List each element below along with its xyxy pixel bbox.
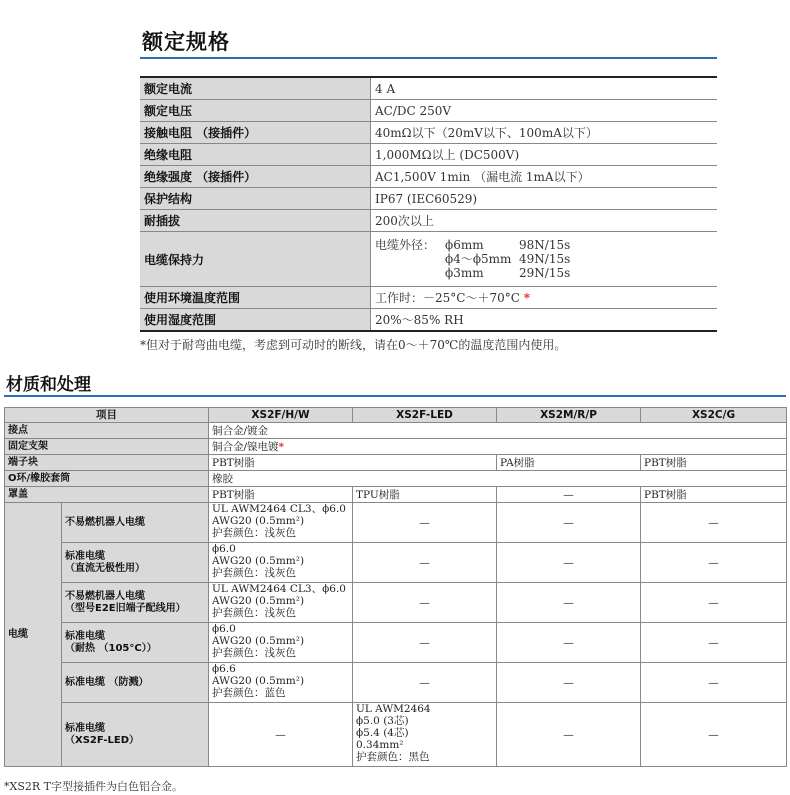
footnote-xs2r: *XS2R T字型接插件为白色铝合金。 — [4, 780, 183, 793]
retention-force: 29N/15s — [519, 266, 571, 280]
spec-row — [140, 100, 717, 122]
retention-force: 49N/15s — [519, 252, 571, 266]
cell: — — [353, 543, 497, 583]
table-row — [5, 455, 787, 471]
retention-diameter: ϕ6mm — [445, 238, 484, 252]
cell: ϕ6.0 AWG20 (0.5mm²) 护套颜色：浅灰色 — [209, 543, 353, 583]
section-title-ratings: 额定规格 — [142, 30, 230, 54]
spec-value: 1,000MΩ以上 (DC500V) — [371, 144, 718, 166]
spec-key: 额定电压 — [140, 100, 371, 122]
cell: PBT树脂 — [209, 487, 353, 503]
spec-value-retention — [371, 232, 718, 287]
spec-key: 接触电阻 （接插件） — [140, 122, 371, 144]
retention-diameter: ϕ4～ϕ5mm — [445, 252, 512, 266]
cell: TPU树脂 — [353, 487, 497, 503]
spec-value: AC/DC 250V — [371, 100, 718, 122]
retention-diameter: ϕ3mm — [445, 266, 484, 280]
spec-key: 使用湿度范围 — [140, 309, 371, 332]
cell: UL AWM2464 ϕ5.0 (3芯) ϕ5.4 (4芯) 0.34mm² 护套颜色：黑色 — [353, 703, 497, 767]
spec-row — [140, 188, 717, 210]
title-underline — [140, 57, 717, 59]
table-row — [5, 543, 787, 583]
cell: PBT树脂 — [641, 487, 787, 503]
cell: — — [353, 503, 497, 543]
table-row — [5, 471, 787, 487]
spec-key: 绝缘电阻 — [140, 144, 371, 166]
table-row — [5, 487, 787, 503]
cell: — — [641, 503, 787, 543]
retention-label: 电缆外径： — [375, 238, 436, 252]
col-header: XS2F/H/W — [209, 408, 353, 423]
table-row — [5, 703, 787, 767]
cell: — — [497, 583, 641, 623]
spec-value: 4 A — [371, 77, 718, 100]
row-key: 不易燃机器人电缆 （型号E2E旧端子配线用） — [62, 583, 209, 623]
cell: — — [209, 703, 353, 767]
col-header: XS2C/G — [641, 408, 787, 423]
cell: 橡胶 — [209, 471, 787, 487]
col-header-item: 项目 — [5, 408, 209, 423]
cell: — — [497, 703, 641, 767]
row-key: 标准电缆 （耐热 （105°C）） — [62, 623, 209, 663]
cell: — — [497, 623, 641, 663]
row-key: 接点 — [5, 423, 209, 439]
spec-value: 200次以上 — [371, 210, 718, 232]
spec-row — [140, 309, 717, 332]
spec-key: 使用环境温度范围 — [140, 287, 371, 309]
table-row — [5, 583, 787, 623]
cell: ϕ6.0 AWG20 (0.5mm²) 护套颜色：浅灰色 — [209, 623, 353, 663]
cell: — — [353, 623, 497, 663]
row-key: 端子块 — [5, 455, 209, 471]
cell: — — [353, 583, 497, 623]
spec-key: 保护结构 — [140, 188, 371, 210]
ratings-table — [140, 76, 717, 332]
col-header: XS2M/R/P — [497, 408, 641, 423]
section-title-materials: 材质和处理 — [6, 375, 91, 395]
table-row — [5, 503, 787, 543]
cell: PBT树脂 — [641, 455, 787, 471]
table-header-row — [5, 408, 787, 423]
cell: ϕ6.6 AWG20 (0.5mm²) 护套颜色：蓝色 — [209, 663, 353, 703]
cell: — — [641, 623, 787, 663]
spec-key: 额定电流 — [140, 77, 371, 100]
spec-key: 耐插拔 — [140, 210, 371, 232]
cell: — — [641, 663, 787, 703]
footnote-mark: * — [278, 440, 285, 453]
table-row — [5, 623, 787, 663]
spec-row — [140, 287, 717, 309]
table-row — [5, 663, 787, 703]
cell: — — [497, 487, 641, 503]
spec-row — [140, 77, 717, 100]
row-key: O环/橡胶套筒 — [5, 471, 209, 487]
cell — [209, 439, 787, 455]
spec-row — [140, 166, 717, 188]
row-key: 罩盖 — [5, 487, 209, 503]
cell: — — [353, 663, 497, 703]
spec-value — [371, 287, 718, 309]
cell: — — [641, 703, 787, 767]
table-row — [5, 423, 787, 439]
cell: — — [497, 543, 641, 583]
spec-key: 绝缘强度 （接插件） — [140, 166, 371, 188]
cell: PA树脂 — [497, 455, 641, 471]
temp-range: 工作时：－25°C～＋70°C — [375, 291, 520, 305]
title-underline — [4, 395, 786, 397]
row-key: 标准电缆 （XS2F-LED） — [62, 703, 209, 767]
cell: UL AWM2464 CL3、ϕ6.0 AWG20 (0.5mm²) 护套颜色：浅灰色 — [209, 503, 353, 543]
materials-table — [4, 407, 787, 767]
cell-text: 铜合金/镍电镀 — [212, 440, 279, 453]
cell: — — [497, 663, 641, 703]
cell: 铜合金/镀金 — [209, 423, 787, 439]
spec-value: 20%～85% RH — [371, 309, 718, 332]
row-key: 固定支架 — [5, 439, 209, 455]
footnote-temperature: *但对于耐弯曲电缆，考虑到可动时的断线，请在0～＋70℃的温度范围内使用。 — [140, 338, 567, 352]
cell: — — [641, 543, 787, 583]
cell: — — [641, 583, 787, 623]
spec-value: 40mΩ以下（20mV以下、100mA以下） — [371, 122, 718, 144]
spec-key: 电缆保持力 — [140, 232, 371, 287]
row-key: 标准电缆 （防溅） — [62, 663, 209, 703]
row-key: 不易燃机器人电缆 — [62, 503, 209, 543]
spec-row-retention — [140, 232, 717, 287]
retention-force: 98N/15s — [519, 238, 571, 252]
cell: — — [497, 503, 641, 543]
col-header: XS2F-LED — [353, 408, 497, 423]
spec-value: AC1,500V 1min （漏电流 1mA以下） — [371, 166, 718, 188]
spec-row — [140, 144, 717, 166]
spec-value: IP67 (IEC60529) — [371, 188, 718, 210]
footnote-mark: * — [523, 291, 531, 305]
spec-row — [140, 210, 717, 232]
row-key: 标准电缆 （直流无极性用） — [62, 543, 209, 583]
cell: UL AWM2464 CL3、ϕ6.0 AWG20 (0.5mm²) 护套颜色：浅灰色 — [209, 583, 353, 623]
cell: PBT树脂 — [209, 455, 497, 471]
table-row — [5, 439, 787, 455]
spec-row — [140, 122, 717, 144]
row-group-cable: 电缆 — [5, 503, 62, 767]
